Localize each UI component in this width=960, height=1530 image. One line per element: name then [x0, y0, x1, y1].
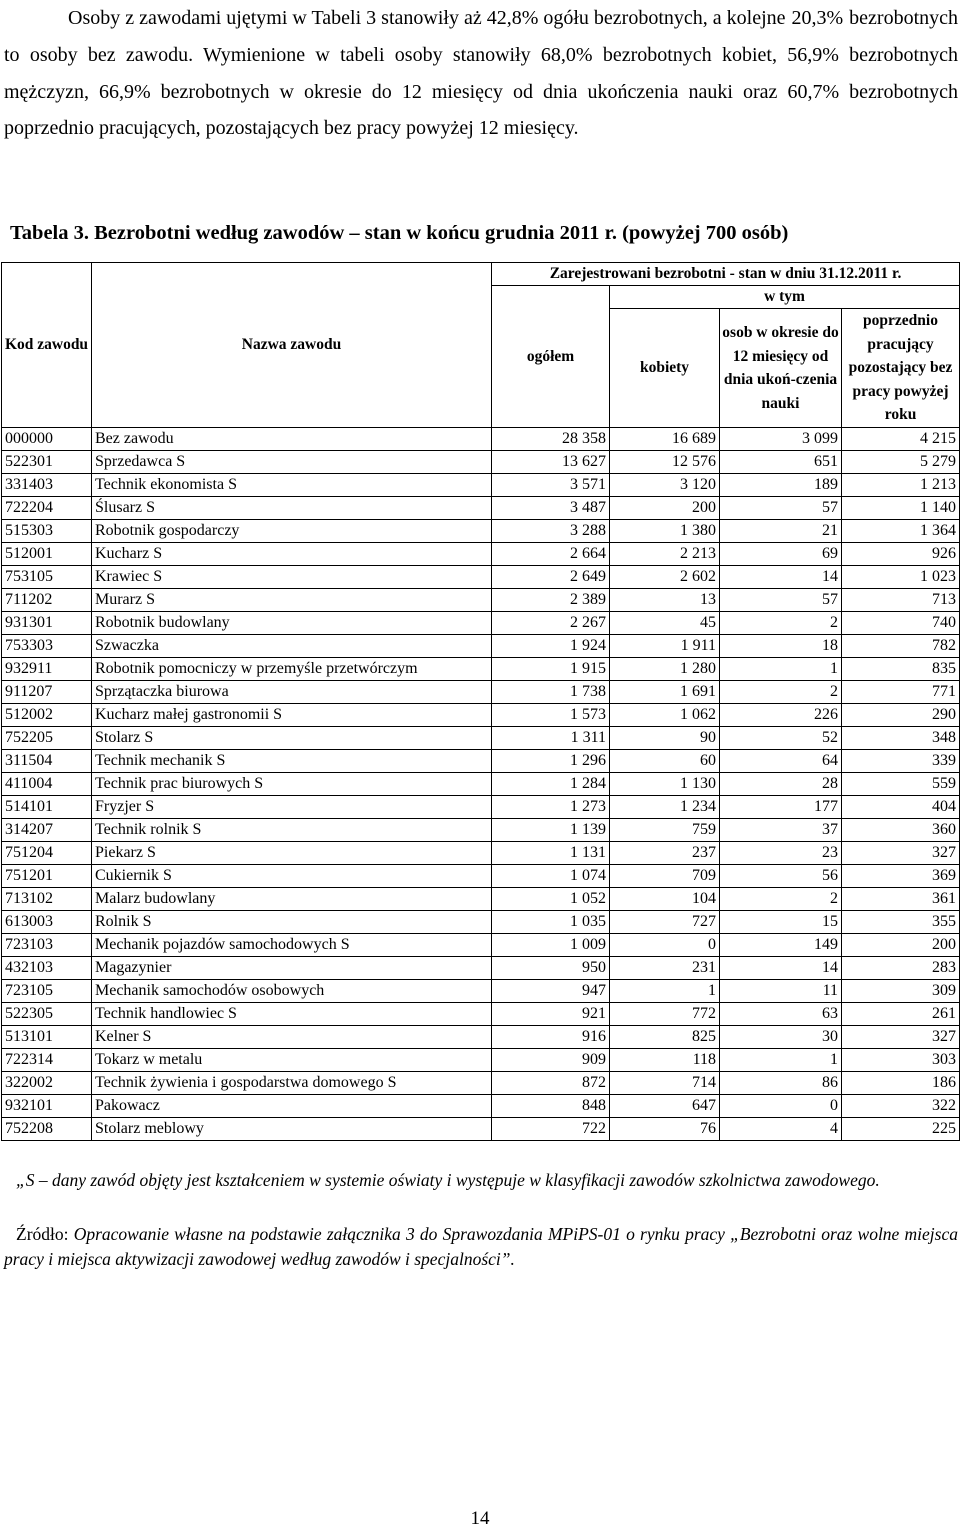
- cell-prev: 782: [842, 635, 960, 658]
- intro-text: 20,3% bezrobotnych to osoby bez zawodu. Wymienione w tabeli osoby stanowiły 68,0% bezrobotnych kobiet, 56,9% bezrobotnych mężczyzn, 66,9% bezrobotnych w okresie do 12 miesięcy od dnia ukończenia nauki oraz 60,7% bezrobotnych poprzednio pracujących, pozostających bez pracy powyżej 12 miesięcy.: [4, 7, 958, 140]
- cell-grads: 11: [720, 980, 842, 1003]
- table-row: [2, 543, 960, 566]
- cell-prev: 369: [842, 865, 960, 888]
- cell-women: 45: [610, 612, 720, 635]
- header-group: Zarejestrowani bezrobotni - stan w dniu 31.12.2011 r.: [492, 263, 960, 286]
- cell-prev: 186: [842, 1072, 960, 1095]
- cell-prev: 404: [842, 796, 960, 819]
- cell-women: 1 062: [610, 704, 720, 727]
- table-row: [2, 589, 960, 612]
- cell-total: 3 571: [492, 474, 610, 497]
- cell-prev: 360: [842, 819, 960, 842]
- cell-grads: 28: [720, 773, 842, 796]
- table-row: [2, 934, 960, 957]
- table-row: [2, 842, 960, 865]
- table-row: [2, 888, 960, 911]
- cell-prev: 740: [842, 612, 960, 635]
- cell-prev: 1 213: [842, 474, 960, 497]
- table-caption-suffix: (powyżej 700 osób): [616, 222, 789, 244]
- cell-grads: 1: [720, 1049, 842, 1072]
- cell-prev: 339: [842, 750, 960, 773]
- cell-code: 752208: [2, 1118, 92, 1141]
- table-row: [2, 658, 960, 681]
- table-row: [2, 520, 960, 543]
- cell-grads: 2: [720, 612, 842, 635]
- cell-women: 237: [610, 842, 720, 865]
- cell-prev: 309: [842, 980, 960, 1003]
- header-of-which: w tym: [610, 286, 960, 309]
- table-row: [2, 750, 960, 773]
- header-prev-employed: poprzednio pracujący pozostający bez pracy powyżej roku: [842, 309, 960, 428]
- cell-name: Technik mechanik S: [92, 750, 492, 773]
- table-row: [2, 865, 960, 888]
- table-row: [2, 796, 960, 819]
- cell-code: 512002: [2, 704, 92, 727]
- cell-code: 751204: [2, 842, 92, 865]
- table-row: [2, 428, 960, 451]
- table-row: [2, 451, 960, 474]
- cell-total: 916: [492, 1026, 610, 1049]
- cell-grads: 57: [720, 589, 842, 612]
- cell-prev: 261: [842, 1003, 960, 1026]
- table-row: [2, 612, 960, 635]
- cell-code: 322002: [2, 1072, 92, 1095]
- cell-code: 314207: [2, 819, 92, 842]
- cell-total: 1 052: [492, 888, 610, 911]
- cell-name: Robotnik budowlany: [92, 612, 492, 635]
- cell-total: 1 738: [492, 681, 610, 704]
- source-text: Opracowanie własne na podstawie załącznika 3 do Sprawozdania MPiPS-01 o rynku pracy „Bezrobotni oraz wolne miejsca pracy i miejsca aktywizacji zawodowej według zawodów i specjalności”.: [4, 1224, 958, 1269]
- cell-name: Technik ekonomista S: [92, 474, 492, 497]
- cell-total: 1 139: [492, 819, 610, 842]
- cell-women: 104: [610, 888, 720, 911]
- cell-prev: 327: [842, 1026, 960, 1049]
- cell-prev: 4 215: [842, 428, 960, 451]
- cell-code: 932101: [2, 1095, 92, 1118]
- cell-total: 2 389: [492, 589, 610, 612]
- cell-total: 950: [492, 957, 610, 980]
- table-row: [2, 681, 960, 704]
- cell-women: 1 380: [610, 520, 720, 543]
- cell-name: Technik prac biurowych S: [92, 773, 492, 796]
- cell-name: Stolarz meblowy: [92, 1118, 492, 1141]
- cell-grads: 226: [720, 704, 842, 727]
- cell-grads: 2: [720, 681, 842, 704]
- cell-women: 200: [610, 497, 720, 520]
- header-name: Nazwa zawodu: [92, 263, 492, 428]
- cell-name: Rolnik S: [92, 911, 492, 934]
- cell-women: 1 691: [610, 681, 720, 704]
- cell-prev: 1 023: [842, 566, 960, 589]
- cell-women: 0: [610, 934, 720, 957]
- page-number: 14: [470, 1508, 490, 1529]
- cell-name: Pakowacz: [92, 1095, 492, 1118]
- cell-code: 751201: [2, 865, 92, 888]
- cell-name: Mechanik pojazdów samochodowych S: [92, 934, 492, 957]
- table-row: [2, 957, 960, 980]
- cell-code: 753105: [2, 566, 92, 589]
- cell-total: 1 311: [492, 727, 610, 750]
- source-note: [4, 1222, 958, 1272]
- cell-women: 2 602: [610, 566, 720, 589]
- table-row: [2, 474, 960, 497]
- table-caption-title: Tabela 3. Bezrobotni według zawodów – stan w końcu grudnia 2011 r.: [10, 222, 617, 244]
- cell-name: Ślusarz S: [92, 497, 492, 520]
- table-row: [2, 1003, 960, 1026]
- cell-code: 932911: [2, 658, 92, 681]
- table-row: [2, 980, 960, 1003]
- cell-code: 522301: [2, 451, 92, 474]
- table-row: [2, 773, 960, 796]
- cell-grads: 69: [720, 543, 842, 566]
- cell-total: 3 288: [492, 520, 610, 543]
- cell-grads: 2: [720, 888, 842, 911]
- cell-prev: 303: [842, 1049, 960, 1072]
- cell-code: 000000: [2, 428, 92, 451]
- table-caption: [10, 222, 788, 245]
- cell-name: Kelner S: [92, 1026, 492, 1049]
- cell-name: Tokarz w metalu: [92, 1049, 492, 1072]
- cell-total: 848: [492, 1095, 610, 1118]
- cell-prev: 361: [842, 888, 960, 911]
- cell-women: 825: [610, 1026, 720, 1049]
- cell-women: 1 280: [610, 658, 720, 681]
- cell-women: 714: [610, 1072, 720, 1095]
- cell-name: Magazynier: [92, 957, 492, 980]
- cell-women: 231: [610, 957, 720, 980]
- cell-grads: 86: [720, 1072, 842, 1095]
- cell-total: 1 296: [492, 750, 610, 773]
- cell-name: Bez zawodu: [92, 428, 492, 451]
- table-row: [2, 704, 960, 727]
- cell-prev: 713: [842, 589, 960, 612]
- cell-prev: 771: [842, 681, 960, 704]
- cell-women: 12 576: [610, 451, 720, 474]
- cell-grads: 18: [720, 635, 842, 658]
- cell-women: 1: [610, 980, 720, 1003]
- cell-code: 514101: [2, 796, 92, 819]
- header-grads: osob w okresie do 12 miesięcy od dnia ukoń-czenia nauki: [720, 309, 842, 428]
- cell-name: Malarz budowlany: [92, 888, 492, 911]
- cell-prev: 1 364: [842, 520, 960, 543]
- cell-name: Cukiernik S: [92, 865, 492, 888]
- table-row: [2, 497, 960, 520]
- cell-total: 2 649: [492, 566, 610, 589]
- cell-prev: 283: [842, 957, 960, 980]
- cell-name: Technik żywienia i gospodarstwa domowego S: [92, 1072, 492, 1095]
- cell-grads: 21: [720, 520, 842, 543]
- cell-total: 1 074: [492, 865, 610, 888]
- cell-total: 1 573: [492, 704, 610, 727]
- cell-code: 331403: [2, 474, 92, 497]
- cell-grads: 149: [720, 934, 842, 957]
- cell-women: 709: [610, 865, 720, 888]
- cell-name: Sprzątaczka biurowa: [92, 681, 492, 704]
- cell-code: 911207: [2, 681, 92, 704]
- cell-prev: 290: [842, 704, 960, 727]
- cell-prev: 835: [842, 658, 960, 681]
- cell-code: 723105: [2, 980, 92, 1003]
- cell-code: 722204: [2, 497, 92, 520]
- cell-total: 921: [492, 1003, 610, 1026]
- cell-prev: 225: [842, 1118, 960, 1141]
- table-body: [2, 428, 960, 1141]
- cell-total: 1 284: [492, 773, 610, 796]
- cell-code: 432103: [2, 957, 92, 980]
- cell-grads: 14: [720, 957, 842, 980]
- cell-code: 931301: [2, 612, 92, 635]
- cell-name: Piekarz S: [92, 842, 492, 865]
- cell-grads: 52: [720, 727, 842, 750]
- cell-code: 522305: [2, 1003, 92, 1026]
- cell-total: 947: [492, 980, 610, 1003]
- cell-code: 723103: [2, 934, 92, 957]
- cell-total: 909: [492, 1049, 610, 1072]
- cell-total: 2 664: [492, 543, 610, 566]
- cell-grads: 15: [720, 911, 842, 934]
- cell-grads: 37: [720, 819, 842, 842]
- intro-paragraph: [4, 0, 958, 147]
- cell-code: 752205: [2, 727, 92, 750]
- cell-code: 753303: [2, 635, 92, 658]
- table-row: [2, 1026, 960, 1049]
- cell-grads: 3 099: [720, 428, 842, 451]
- cell-grads: 0: [720, 1095, 842, 1118]
- table-row: [2, 819, 960, 842]
- cell-code: 722314: [2, 1049, 92, 1072]
- cell-women: 727: [610, 911, 720, 934]
- header-code: Kod zawodu: [2, 263, 92, 428]
- cell-code: 713102: [2, 888, 92, 911]
- cell-total: 1 131: [492, 842, 610, 865]
- cell-code: 411004: [2, 773, 92, 796]
- cell-name: Stolarz S: [92, 727, 492, 750]
- cell-total: 13 627: [492, 451, 610, 474]
- cell-women: 3 120: [610, 474, 720, 497]
- cell-name: Kucharz małej gastronomii S: [92, 704, 492, 727]
- table-row: [2, 566, 960, 589]
- cell-code: 613003: [2, 911, 92, 934]
- cell-prev: 559: [842, 773, 960, 796]
- cell-prev: 327: [842, 842, 960, 865]
- cell-name: Kucharz S: [92, 543, 492, 566]
- cell-women: 76: [610, 1118, 720, 1141]
- cell-grads: 64: [720, 750, 842, 773]
- cell-name: Szwaczka: [92, 635, 492, 658]
- cell-grads: 23: [720, 842, 842, 865]
- cell-women: 1 234: [610, 796, 720, 819]
- cell-women: 90: [610, 727, 720, 750]
- cell-prev: 355: [842, 911, 960, 934]
- cell-grads: 30: [720, 1026, 842, 1049]
- cell-name: Robotnik pomocniczy w przemyśle przetwórczym: [92, 658, 492, 681]
- cell-name: Fryzjer S: [92, 796, 492, 819]
- header-women: kobiety: [610, 309, 720, 428]
- source-label: Źródło:: [16, 1224, 69, 1244]
- intro-line-1: Osoby z zawodami ujętymi w Tabeli 3 stanowiły aż 42,8% ogółu bezrobotnych, a kolejne: [68, 7, 786, 29]
- cell-prev: 5 279: [842, 451, 960, 474]
- cell-grads: 4: [720, 1118, 842, 1141]
- cell-name: Technik handlowiec S: [92, 1003, 492, 1026]
- cell-total: 722: [492, 1118, 610, 1141]
- cell-women: 1 130: [610, 773, 720, 796]
- cell-prev: 926: [842, 543, 960, 566]
- cell-grads: 57: [720, 497, 842, 520]
- header-total: ogółem: [492, 286, 610, 428]
- cell-name: Technik rolnik S: [92, 819, 492, 842]
- cell-code: 311504: [2, 750, 92, 773]
- table-row: [2, 727, 960, 750]
- table-row: [2, 1095, 960, 1118]
- cell-code: 512001: [2, 543, 92, 566]
- cell-women: 772: [610, 1003, 720, 1026]
- cell-name: Mechanik samochodów osobowych: [92, 980, 492, 1003]
- table-row: [2, 1118, 960, 1141]
- table-row: [2, 1072, 960, 1095]
- cell-grads: 651: [720, 451, 842, 474]
- cell-prev: 348: [842, 727, 960, 750]
- cell-grads: 1: [720, 658, 842, 681]
- cell-total: 2 267: [492, 612, 610, 635]
- table-row: [2, 635, 960, 658]
- cell-name: Sprzedawca S: [92, 451, 492, 474]
- table-row: [2, 911, 960, 934]
- cell-grads: 14: [720, 566, 842, 589]
- cell-total: 872: [492, 1072, 610, 1095]
- cell-women: 647: [610, 1095, 720, 1118]
- cell-code: 711202: [2, 589, 92, 612]
- cell-total: 1 915: [492, 658, 610, 681]
- cell-total: 1 924: [492, 635, 610, 658]
- cell-total: 3 487: [492, 497, 610, 520]
- cell-grads: 63: [720, 1003, 842, 1026]
- cell-grads: 177: [720, 796, 842, 819]
- cell-name: Murarz S: [92, 589, 492, 612]
- table-row: [2, 1049, 960, 1072]
- cell-name: Robotnik gospodarczy: [92, 520, 492, 543]
- footnote: [4, 1168, 958, 1193]
- cell-grads: 189: [720, 474, 842, 497]
- cell-women: 118: [610, 1049, 720, 1072]
- cell-grads: 56: [720, 865, 842, 888]
- cell-women: 13: [610, 589, 720, 612]
- cell-women: 2 213: [610, 543, 720, 566]
- cell-code: 513101: [2, 1026, 92, 1049]
- cell-women: 1 911: [610, 635, 720, 658]
- cell-total: 28 358: [492, 428, 610, 451]
- cell-code: 515303: [2, 520, 92, 543]
- cell-total: 1 035: [492, 911, 610, 934]
- cell-name: Krawiec S: [92, 566, 492, 589]
- cell-prev: 1 140: [842, 497, 960, 520]
- unemployed-by-occupation-table: [1, 262, 960, 1141]
- cell-prev: 200: [842, 934, 960, 957]
- footnote-text: „S – dany zawód objęty jest kształceniem w systemie oświaty i występuje w klasyfikacji zawodów szkolnictwa zawodowego.: [16, 1170, 880, 1190]
- cell-total: 1 273: [492, 796, 610, 819]
- cell-total: 1 009: [492, 934, 610, 957]
- cell-women: 60: [610, 750, 720, 773]
- cell-women: 759: [610, 819, 720, 842]
- cell-women: 16 689: [610, 428, 720, 451]
- cell-prev: 322: [842, 1095, 960, 1118]
